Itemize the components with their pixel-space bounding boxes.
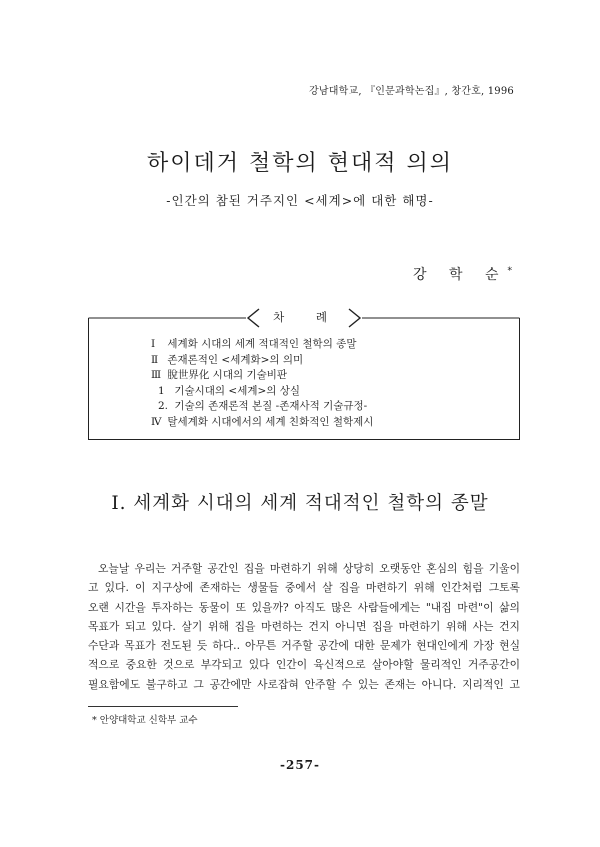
table-of-contents — [151, 337, 373, 431]
footnote-divider — [88, 706, 238, 707]
body-line: 목표가 되고 있다. 살기 위해 집을 마련하는 건지 아니면 집을 마련하기 위해 사는 건지 — [88, 619, 520, 633]
toc-item-number: Ⅱ — [151, 353, 159, 366]
body-line: 고 있다. 이 지구상에 존재하는 생물들 중에서 살 집을 마련하기 위해 인간처럼 그토록 — [88, 581, 520, 595]
toc-heading: 차 례 — [273, 310, 341, 324]
toc-item-number: 2. — [158, 400, 169, 413]
page-number: -257- — [279, 758, 320, 772]
body-text — [88, 559, 520, 694]
toc-item-label: 세계화 시대의 세계 적대적인 철학의 종말 — [167, 338, 357, 350]
footnote: * 안양대학교 신학부 교수 — [92, 715, 198, 726]
body-line: 수단과 목표가 전도된 듯 하다.. 아무튼 거주할 공간에 대한 문제가 현대인에게 가장 현실 — [88, 639, 520, 653]
toc-item — [151, 337, 373, 353]
body-line: 오늘날 우리는 거주할 공간인 집을 마련하기 위해 상당히 오랫동안 혼심의 힘을 기울이 — [98, 562, 520, 575]
toc-item-label: 존재론적인 <세계화>의 의미 — [167, 353, 304, 366]
author-footnote-mark: * — [507, 266, 512, 277]
toc-item-label: 탈세계화 시대에서의 세계 친화적인 철학제시 — [167, 415, 374, 428]
toc-item — [151, 353, 373, 369]
paper-title: 하이데거 철학의 현대적 의의 — [146, 151, 453, 176]
body-line: 적으로 중요한 것으로 부각되고 있다 인간이 육신적으로 살아야할 물리적인 거주공간이 — [88, 658, 520, 672]
body-line: 필요함에도 불구하고 그 공간에만 사로잡혀 안주할 수 있는 존재는 아니다. 지리적인 고 — [88, 677, 520, 691]
body-line: 오랜 시간을 투자하는 동물이 또 있을까? 아직도 많은 사람들에게는 "내집 마련"이 삶의 — [88, 600, 520, 614]
author — [413, 264, 512, 284]
toc-item-number: 1 — [158, 384, 165, 397]
toc-item-number: Ⅳ — [151, 415, 162, 428]
toc-item-label: 기술시대의 <세계>의 상실 — [174, 384, 301, 397]
source-citation: 강남대학교, 『인문과학논집』, 창간호, 1996 — [309, 86, 514, 97]
section-heading: I. 세계화 시대의 세계 적대적인 철학의 종말 — [111, 493, 489, 514]
toc-item — [151, 368, 373, 384]
paper-subtitle: -인간의 참된 거주지인 <세계>에 대한 해명- — [166, 193, 434, 208]
toc-subitem — [151, 384, 373, 400]
toc-item-label: 脫世界化 시대의 기술비판 — [167, 369, 288, 382]
toc-subitem — [151, 399, 373, 415]
toc-item — [151, 415, 373, 431]
toc-item-number: Ⅲ — [151, 369, 162, 382]
author-name: 강 학 순 — [413, 267, 508, 283]
toc-item-number: Ⅰ — [151, 338, 156, 350]
toc-item-label: 기술의 존재론적 본질 -존재사적 기술규정- — [174, 400, 368, 413]
